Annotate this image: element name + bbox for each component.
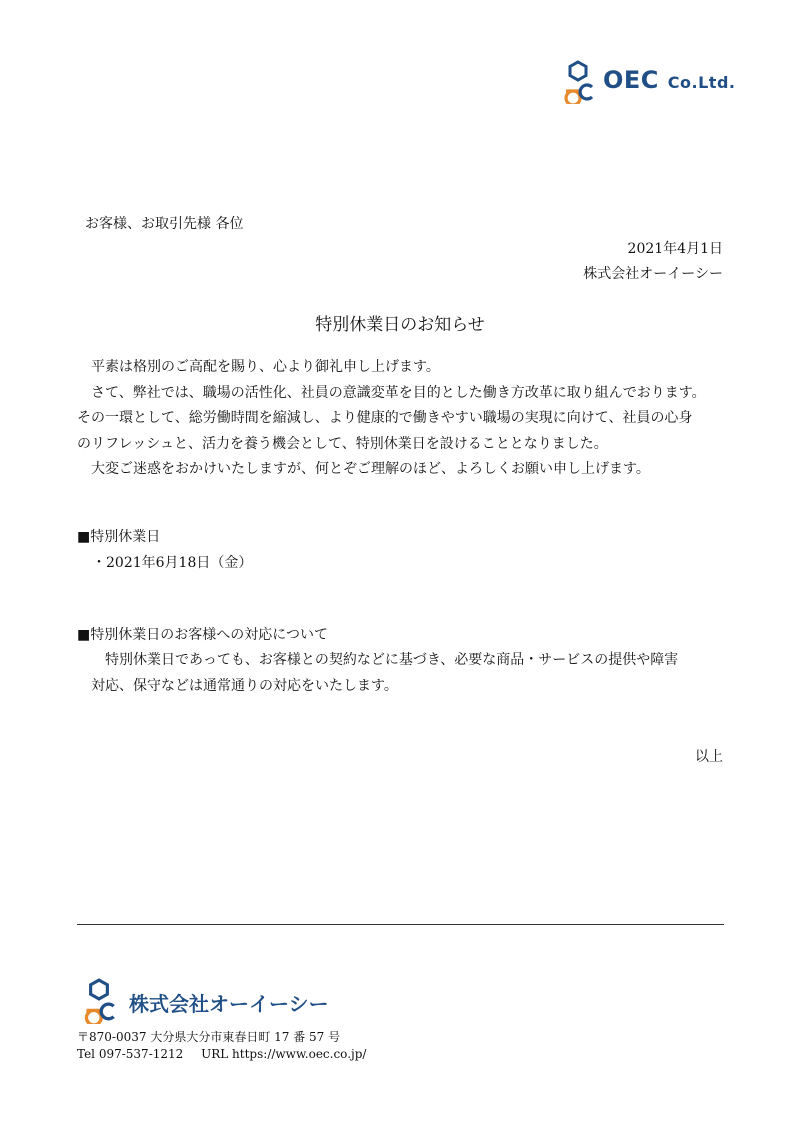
body-paragraph: さて、弊社では、職場の活性化、社員の意識変革を目的とした働き方改革に取り組んでおります。: [77, 384, 706, 401]
section-heading-holiday: ■特別休業日: [77, 529, 161, 545]
footer-tel: Tel 097-537-1212: [77, 1047, 184, 1061]
support-line: 特別休業日であっても、お客様との契約などに基づき、必要な商品・サービスの提供や障害: [77, 652, 679, 668]
letter-body: [77, 355, 727, 483]
page-title: 特別休業日のお知らせ: [315, 315, 485, 335]
logo-wordmark: OEC Co.Ltd.: [603, 66, 736, 94]
sender-company: 株式会社オーイーシー: [583, 266, 723, 282]
body-paragraph: 平素は格別のご高配を賜り、心より御礼申し上げます。: [77, 359, 440, 375]
footer-divider: [77, 924, 724, 925]
header-logo: [557, 60, 736, 104]
footer-address: 〒870-0037 大分県大分市東春日町 17 番 57 号: [77, 1030, 341, 1044]
customer-support-text: [77, 648, 727, 699]
body-paragraph: その一環として、総労働時間を縮減し、より健康的で働きやすい職場の実現に向けて、社員の心身: [77, 410, 693, 426]
support-line: 対応、保守などは通常通りの対応をいたします。: [77, 677, 398, 694]
section-heading-customer-support: ■特別休業日のお客様への対応について: [77, 627, 328, 643]
footer-url[interactable]: URL https://www.oec.co.jp/: [201, 1047, 367, 1061]
oec-hexagon-logo-icon: [557, 60, 599, 104]
body-paragraph: のリフレッシュと、活力を養う機会として、特別休業日を設けることとなりました。: [77, 435, 608, 452]
footer-logo: [77, 978, 337, 1024]
addressee: お客様、お取引先様 各位: [85, 216, 244, 232]
footer-company-name: 株式会社オーイーシー: [129, 992, 329, 1016]
oec-hexagon-logo-icon: [77, 978, 121, 1024]
footer-contact: [77, 1045, 380, 1063]
holiday-date-item: ・2021年6月18日（金）: [92, 555, 253, 571]
letter-date: 2021年4月1日: [627, 241, 723, 257]
body-paragraph: 大変ご迷惑をおかけいたしますが、何とぞご理解のほど、よろしくお願い申し上げます。: [77, 461, 650, 477]
closing-word: 以上: [695, 749, 723, 765]
